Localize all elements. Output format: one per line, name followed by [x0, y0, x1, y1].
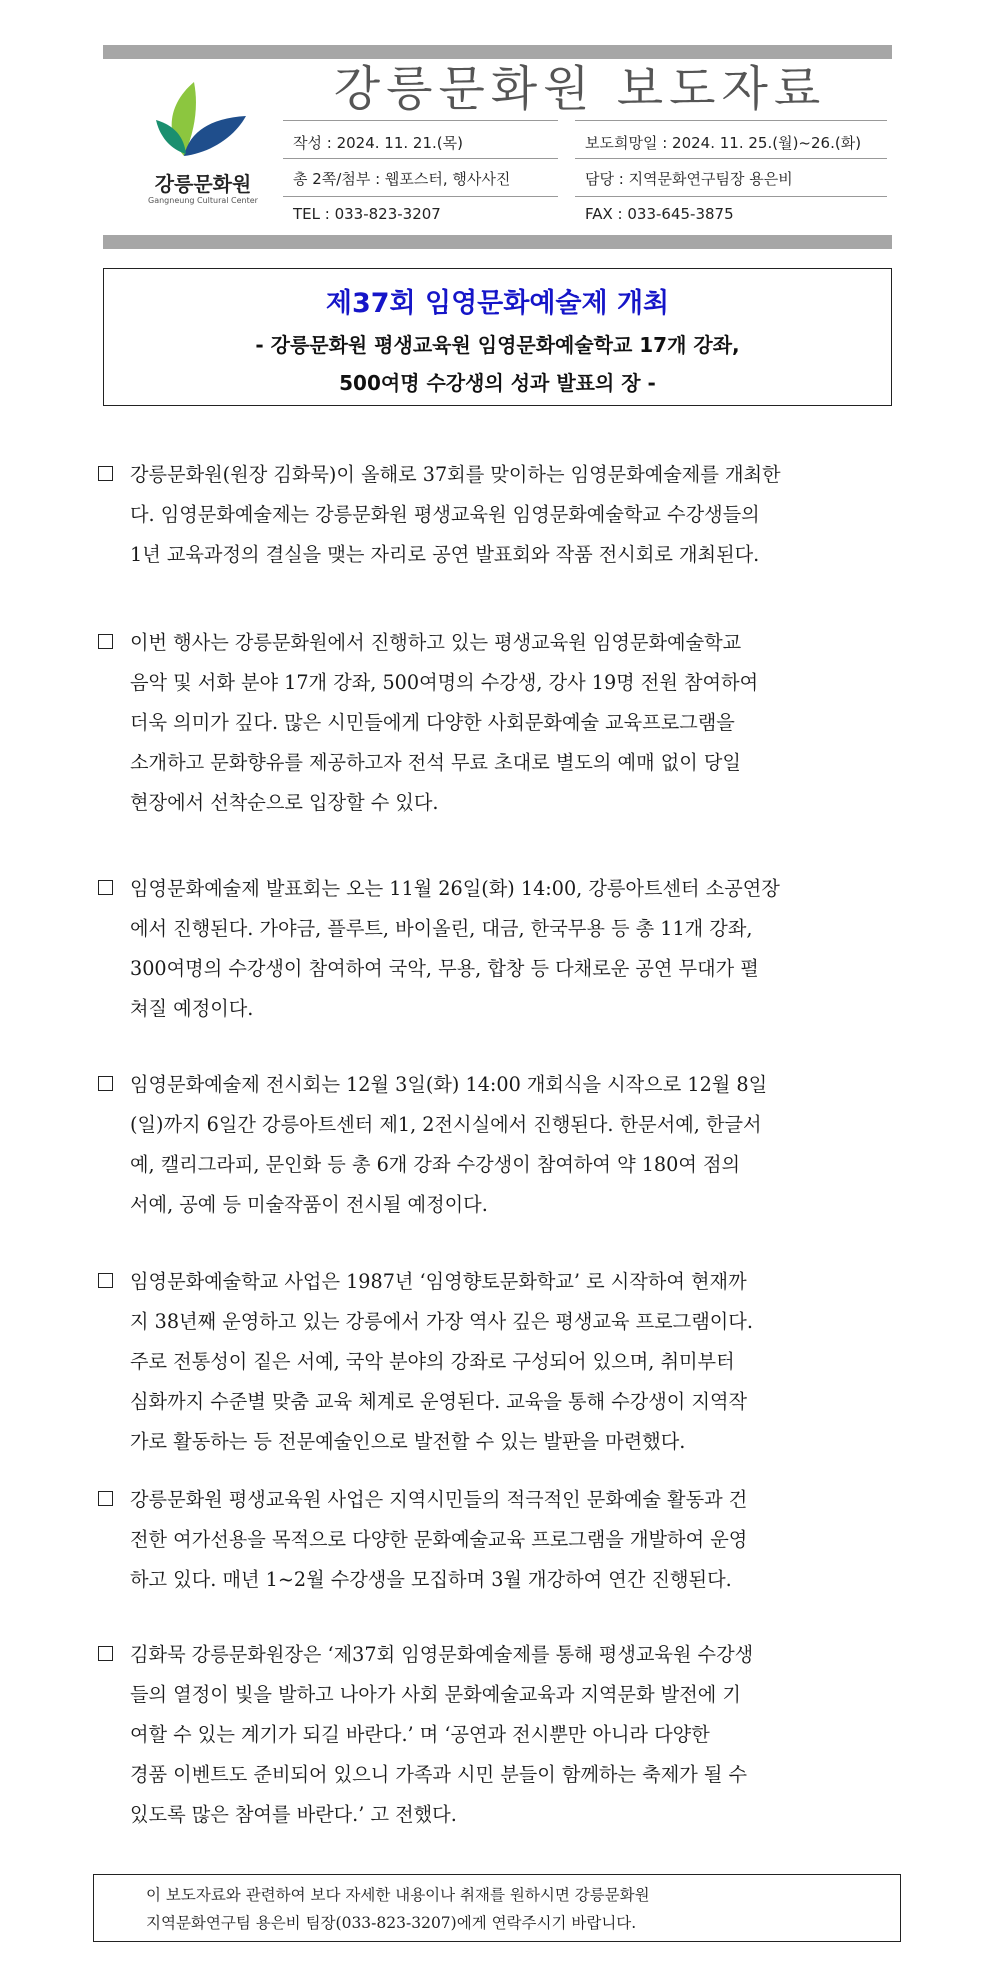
paragraph-line: 김화묵 강릉문화원장은 ‘제37회 임영문화예술제를 통해 평생교육원 수강생 [130, 1643, 754, 1666]
headline-subtitle: 500여명 수강생의 성과 발표의 장 - [339, 371, 656, 395]
paragraph-line: (일)까지 6일간 강릉아트센터 제1, 2전시실에서 진행된다. 한문서예, 한글서 [130, 1113, 762, 1136]
bullet-box-icon [98, 1491, 113, 1506]
paragraph-line: 300여명의 수강생이 참여하여 국악, 무용, 합창 등 다채로운 공연 무대가 펼 [130, 957, 759, 980]
info-divider [575, 158, 887, 159]
contact-notice-line: 이 보도자료와 관련하여 보다 자세한 내용이나 취재를 원하시면 강릉문화원 [146, 1886, 650, 1904]
page-title: 강릉문화원 보도자료 [333, 61, 827, 117]
headline-box [103, 268, 892, 406]
info-divider [575, 196, 887, 197]
paragraph-line: 임영문화예술학교 사업은 1987년 ‘임영향토문화학교’ 로 시작하여 현재까 [130, 1270, 747, 1293]
paragraph [98, 1640, 900, 1840]
contact-notice-box [93, 1874, 901, 1942]
written-date: 작성 : 2024. 11. 21.(목) [293, 134, 463, 152]
logo-mark-icon [154, 78, 254, 162]
logo-name: 강릉문화원 [154, 172, 252, 196]
paragraph-line: 지 38년째 운영하고 있는 강릉에서 가장 역사 깊은 평생교육 프로그램이다. [130, 1310, 753, 1333]
release-date: 보도희망일 : 2024. 11. 25.(월)~26.(화) [585, 134, 862, 152]
bullet-box-icon [98, 466, 113, 481]
paragraph-line: 가로 활동하는 등 전문예술인으로 발전할 수 있는 발판을 마련했다. [130, 1430, 686, 1453]
page-count: 총 2쪽/첨부 : 웹포스터, 행사사진 [293, 170, 511, 188]
paragraph-line: 쳐질 예정이다. [130, 997, 254, 1020]
paragraph-line: 다. 임영문화예술제는 강릉문화원 평생교육원 임영문화예술학교 수강생들의 [130, 503, 760, 526]
paragraph [98, 1267, 900, 1467]
contact-person: 담당 : 지역문화연구팀장 용은비 [585, 170, 793, 188]
paragraph-line: 더욱 의미가 깊다. 많은 시민들에게 다양한 사회문화예술 교육프로그램을 [130, 711, 735, 734]
paragraph-line: 강릉문화원(원장 김화묵)이 올해로 37회를 맞이하는 임영문화예술제를 개최한 [130, 463, 781, 486]
paragraph-line: 소개하고 문화향유를 제공하고자 전석 무료 초대로 별도의 예매 없이 당일 [130, 751, 741, 774]
header-bottom-bar [103, 235, 892, 249]
bullet-box-icon [98, 1273, 113, 1288]
paragraph-line: 강릉문화원 평생교육원 사업은 지역시민들의 적극적인 문화예술 활동과 건 [130, 1488, 748, 1511]
paragraph-line: 하고 있다. 매년 1~2월 수강생을 모집하며 3월 개강하여 연간 진행된다. [130, 1568, 732, 1591]
logo-subtitle: Gangneung Cultural Center [148, 196, 258, 205]
paragraph-line: 전한 여가선용을 목적으로 다양한 문화예술교육 프로그램을 개발하여 운영 [130, 1528, 748, 1551]
paragraph-line: 임영문화예술제 발표회는 오는 11월 26일(화) 14:00, 강릉아트센터 소공연장 [130, 877, 780, 900]
paragraph-line: 음악 및 서화 분야 17개 강좌, 500여명의 수강생, 강사 19명 전원 참여하여 [130, 671, 759, 694]
info-divider [283, 120, 558, 121]
bullet-box-icon [98, 1646, 113, 1661]
bullet-box-icon [98, 634, 113, 649]
paragraph-line: 서예, 공예 등 미술작품이 전시될 예정이다. [130, 1193, 488, 1216]
headline-title: 제37회 임영문화예술제 개최 [325, 288, 670, 319]
paragraph-line: 현장에서 선착순으로 입장할 수 있다. [130, 791, 439, 814]
paragraph-line: 주로 전통성이 짙은 서예, 국악 분야의 강좌로 구성되어 있으며, 취미부터 [130, 1350, 735, 1373]
paragraph [98, 874, 900, 1034]
paragraph-line: 있도록 많은 참여를 바란다.’ 고 전했다. [130, 1803, 457, 1826]
info-divider [283, 196, 558, 197]
paragraph-line: 경품 이벤트도 준비되어 있으니 가족과 시민 분들이 함께하는 축제가 될 수 [130, 1763, 748, 1786]
paragraph [98, 460, 900, 580]
info-divider [575, 120, 887, 121]
headline-subtitle: - 강릉문화원 평생교육원 임영문화예술학교 17개 강좌, [255, 333, 740, 357]
paragraph-line: 예, 캘리그라피, 문인화 등 총 6개 강좌 수강생이 참여하여 약 180여 점의 [130, 1153, 741, 1176]
paragraph-line: 이번 행사는 강릉문화원에서 진행하고 있는 평생교육원 임영문화예술학교 [130, 631, 742, 654]
paragraph-line: 1년 교육과정의 결실을 맺는 자리로 공연 발표회와 작품 전시회로 개최된다. [130, 543, 760, 566]
paragraph-line: 심화까지 수준별 맞춤 교육 체계로 운영된다. 교육을 통해 수강생이 지역작 [130, 1390, 748, 1413]
paragraph-line: 여할 수 있는 계기가 되길 바란다.’ 며 ‘공연과 전시뿐만 아니라 다양한 [130, 1723, 710, 1746]
paragraph [98, 628, 900, 828]
paragraph-line: 임영문화예술제 전시회는 12월 3일(화) 14:00 개회식을 시작으로 12월 8일 [130, 1073, 768, 1096]
paragraph [98, 1485, 900, 1605]
paragraph-line: 에서 진행된다. 가야금, 플루트, 바이올린, 대금, 한국무용 등 총 11개 강좌, [130, 917, 753, 940]
tel-number: TEL : 033-823-3207 [293, 205, 441, 223]
bullet-box-icon [98, 880, 113, 895]
contact-notice-line: 지역문화연구팀 용은비 팀장(033-823-3207)에게 연락주시기 바랍니다. [146, 1914, 637, 1932]
fax-number: FAX : 033-645-3875 [585, 205, 734, 223]
bullet-box-icon [98, 1076, 113, 1091]
logo [138, 78, 268, 218]
paragraph [98, 1070, 900, 1230]
info-divider [283, 158, 558, 159]
paragraph-line: 들의 열정이 빛을 발하고 나아가 사회 문화예술교육과 지역문화 발전에 기 [130, 1683, 741, 1706]
